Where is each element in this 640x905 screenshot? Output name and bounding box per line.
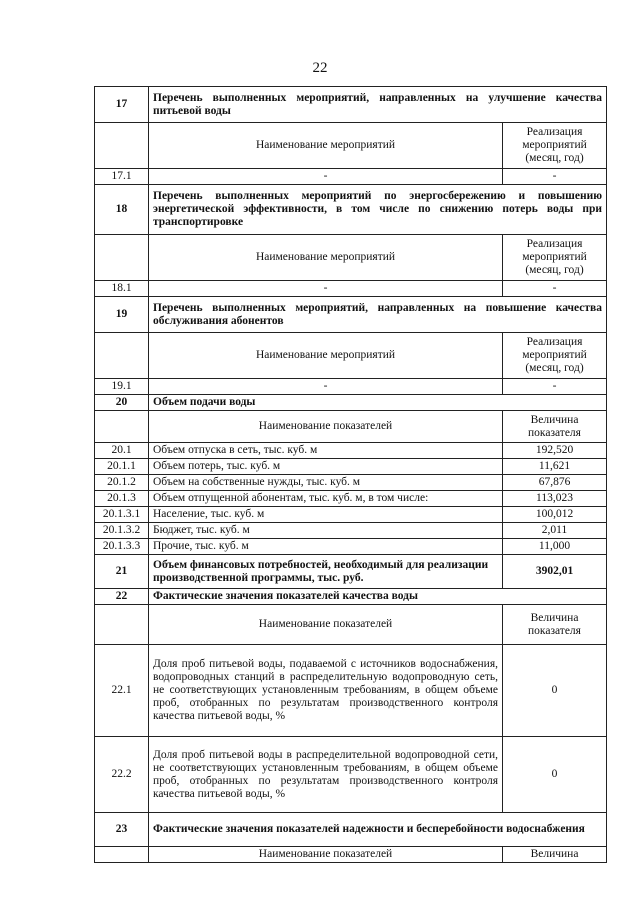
row-name: Объем на собственные нужды, тыс. куб. м bbox=[149, 475, 503, 491]
page-number: 22 bbox=[312, 60, 328, 76]
section-19-col-headers bbox=[95, 333, 607, 379]
section-20-col-headers bbox=[95, 411, 607, 443]
section-title: Перечень выполненных мероприятий по энергосбережению и повышению энергетической эффективности, в том числе по снижению потерь воды при транспортировке bbox=[149, 185, 607, 235]
row-number: 20.1.3.2 bbox=[95, 523, 149, 539]
section-title: Фактические значения показателей надежности и бесперебойности водоснабжения bbox=[149, 813, 607, 847]
section-23-header bbox=[95, 813, 607, 847]
section-23-col-headers bbox=[95, 847, 607, 863]
row-value: 2,011 bbox=[503, 523, 607, 539]
report-table bbox=[94, 86, 607, 863]
table-row bbox=[95, 737, 607, 813]
section-title: Перечень выполненных мероприятий, направленных на улучшение качества питьевой воды bbox=[149, 87, 607, 123]
row-number: 20.1.3 bbox=[95, 491, 149, 507]
empty-cell bbox=[95, 235, 149, 281]
section-17-col-headers bbox=[95, 123, 607, 169]
empty-cell bbox=[95, 333, 149, 379]
row-value: - bbox=[503, 169, 607, 185]
table-row bbox=[95, 443, 607, 459]
row-value: 0 bbox=[503, 737, 607, 813]
row-name: Доля проб питьевой воды, подаваемой с источников водоснабжения, водопроводных станций в распределительную водопроводную сеть, не соответствующих установленным требованиям, в общем объеме проб, отобранных по результатам производственного контроля качества питьевой воды, % bbox=[149, 645, 503, 737]
table-row bbox=[95, 459, 607, 475]
row-value: - bbox=[503, 379, 607, 395]
table-row bbox=[95, 281, 607, 297]
table-row bbox=[95, 507, 607, 523]
column-header-name: Наименование мероприятий bbox=[149, 123, 503, 169]
column-header-value: Реализация мероприятий (месяц, год) bbox=[503, 235, 607, 281]
row-number: 19.1 bbox=[95, 379, 149, 395]
section-18-col-headers bbox=[95, 235, 607, 281]
empty-cell bbox=[95, 605, 149, 645]
table-row bbox=[95, 539, 607, 555]
section-number: 23 bbox=[95, 813, 149, 847]
row-name: Объем отпущенной абонентам, тыс. куб. м, в том числе: bbox=[149, 491, 503, 507]
empty-cell bbox=[95, 123, 149, 169]
section-21-row bbox=[95, 555, 607, 589]
row-value: 3902,01 bbox=[503, 555, 607, 589]
section-number: 21 bbox=[95, 555, 149, 589]
row-number: 20.1 bbox=[95, 443, 149, 459]
column-header-value: Величина bbox=[503, 847, 607, 863]
empty-cell bbox=[95, 847, 149, 863]
column-header-name: Наименование мероприятий bbox=[149, 333, 503, 379]
table-row bbox=[95, 379, 607, 395]
section-number: 17 bbox=[95, 87, 149, 123]
table-row bbox=[95, 169, 607, 185]
row-value: 11,000 bbox=[503, 539, 607, 555]
section-17-header bbox=[95, 87, 607, 123]
row-number: 20.1.3.3 bbox=[95, 539, 149, 555]
section-20-header bbox=[95, 395, 607, 411]
section-title: Перечень выполненных мероприятий, направленных на повышение качества обслуживания абонентов bbox=[149, 297, 607, 333]
row-number: 18.1 bbox=[95, 281, 149, 297]
section-number: 19 bbox=[95, 297, 149, 333]
table-row bbox=[95, 523, 607, 539]
row-value: 67,876 bbox=[503, 475, 607, 491]
row-value: - bbox=[503, 281, 607, 297]
table-row bbox=[95, 645, 607, 737]
section-number: 20 bbox=[95, 395, 149, 411]
column-header-value: Реализация мероприятий (месяц, год) bbox=[503, 123, 607, 169]
section-title: Объем финансовых потребностей, необходимый для реализации производственной программы, тыс. руб. bbox=[149, 555, 503, 589]
column-header-name: Наименование показателей bbox=[149, 847, 503, 863]
column-header-value: Величина показателя bbox=[503, 605, 607, 645]
section-title: Объем подачи воды bbox=[149, 395, 607, 411]
table-row bbox=[95, 475, 607, 491]
row-name: Бюджет, тыс. куб. м bbox=[149, 523, 503, 539]
section-22-header bbox=[95, 589, 607, 605]
row-name: Прочие, тыс. куб. м bbox=[149, 539, 503, 555]
row-name: - bbox=[149, 281, 503, 297]
row-name: - bbox=[149, 169, 503, 185]
row-value: 11,621 bbox=[503, 459, 607, 475]
row-name: Объем отпуска в сеть, тыс. куб. м bbox=[149, 443, 503, 459]
section-22-col-headers bbox=[95, 605, 607, 645]
section-18-header bbox=[95, 185, 607, 235]
column-header-value: Реализация мероприятий (месяц, год) bbox=[503, 333, 607, 379]
section-title: Фактические значения показателей качества воды bbox=[149, 589, 607, 605]
column-header-name: Наименование мероприятий bbox=[149, 235, 503, 281]
row-name: Объем потерь, тыс. куб. м bbox=[149, 459, 503, 475]
section-19-header bbox=[95, 297, 607, 333]
row-name: Население, тыс. куб. м bbox=[149, 507, 503, 523]
row-name: Доля проб питьевой воды в распределительной водопроводной сети, не соответствующих установленным требованиям, в общем объеме проб, отобранных по результатам производственного контроля качества питьевой воды, % bbox=[149, 737, 503, 813]
row-number: 22.1 bbox=[95, 645, 149, 737]
row-number: 22.2 bbox=[95, 737, 149, 813]
row-number: 20.1.3.1 bbox=[95, 507, 149, 523]
row-number: 20.1.1 bbox=[95, 459, 149, 475]
empty-cell bbox=[95, 411, 149, 443]
row-number: 20.1.2 bbox=[95, 475, 149, 491]
row-value: 100,012 bbox=[503, 507, 607, 523]
section-number: 18 bbox=[95, 185, 149, 235]
row-number: 17.1 bbox=[95, 169, 149, 185]
column-header-name: Наименование показателей bbox=[149, 605, 503, 645]
section-number: 22 bbox=[95, 589, 149, 605]
table-row bbox=[95, 491, 607, 507]
row-value: 192,520 bbox=[503, 443, 607, 459]
row-name: - bbox=[149, 379, 503, 395]
column-header-value: Величина показателя bbox=[503, 411, 607, 443]
column-header-name: Наименование показателей bbox=[149, 411, 503, 443]
row-value: 113,023 bbox=[503, 491, 607, 507]
row-value: 0 bbox=[503, 645, 607, 737]
